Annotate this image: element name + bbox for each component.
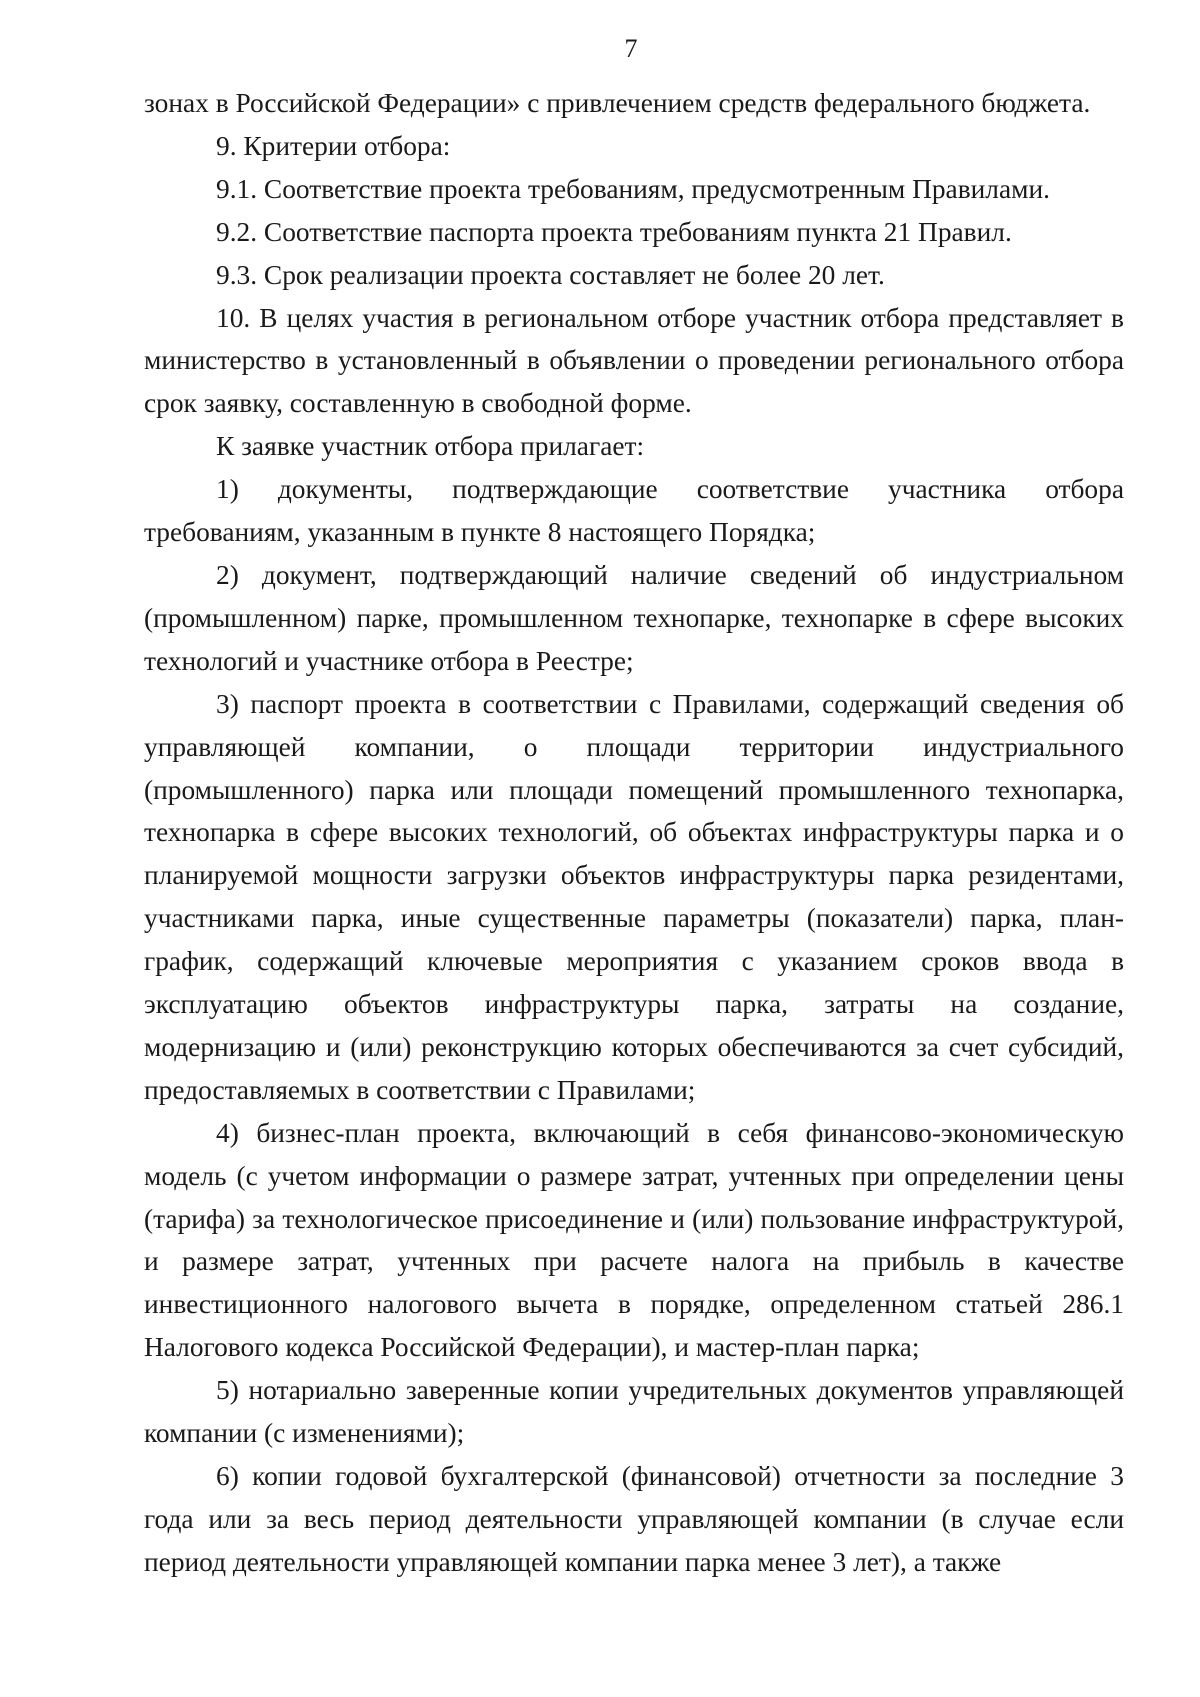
paragraph-criterion-9-2: 9.2. Соответствие паспорта проекта требованиям пункта 21 Правил.: [216, 216, 1012, 247]
paragraph-attachment-6: 6) копии годовой бухгалтерской (финансовой) отчетности за последние 3 года или за весь период деятельности управляющей компании (в случае если период деятельности управляющей компании парка менее 3 лет), а также: [144, 1461, 1124, 1577]
paragraph-continuation: зонах в Российской Федерации» с привлечением средств федерального бюджета.: [144, 88, 1091, 118]
paragraph-attachment-3: 3) паспорт проекта в соответствии с Правилами, содержащий сведения об управляющей компании, о площади территории индустриального (промышленного) парка или площади помещений промышленного технопарка, технопарка в сфере высоких технологий, об объектах инфраструктуры парка и о планируемой мощности загрузки объектов инфраструктуры парка резидентами, участниками парка, иные существенные параметры (показатели) парка, план-график, содержащий ключевые мероприятия с указанием сроков ввода в эксплуатацию объектов инфраструктуры парка, затраты на создание, модернизацию и (или) реконструкцию которых обеспечиваются за счет субсидий, предоставляемых в соответствии с Правилами;: [144, 688, 1124, 1105]
page-number: 7: [624, 34, 638, 63]
paragraph-criterion-9-3: 9.3. Срок реализации проекта составляет не более 20 лет.: [216, 259, 885, 290]
paragraph-item-10: 10. В целях участия в региональном отборе участник отбора представляет в министерство в установленный в объявлении о проведении регионального отбора срок заявку, составленную в свободной форме.: [144, 302, 1124, 419]
paragraph-criteria-heading: 9. Критерии отбора:: [216, 130, 451, 161]
paragraph-attachments-heading: К заявке участник отбора прилагает:: [216, 431, 645, 462]
document-body: [144, 82, 1124, 1584]
paragraph-attachment-4: 4) бизнес-план проекта, включающий в себя финансово-экономическую модель (с учетом информации о размере затрат, учтенных при определении цены (тарифа) за технологическое присоединение и (или) пользование инфраструктурой, и размере затрат, учтенных при расчете налога на прибыль в качестве инвестиционного налогового вычета в порядке, определенном статьей 286.1 Налогового кодекса Российской Федерации), и мастер-план парка;: [144, 1117, 1124, 1363]
paragraph-criterion-9-1: 9.1. Соответствие проекта требованиям, предусмотренным Правилами.: [216, 173, 1050, 204]
paragraph-attachment-2: 2) документ, подтверждающий наличие сведений об индустриальном (промышленном) парке, промышленном технопарке, технопарке в сфере высоких технологий и участнике отбора в Реестре;: [144, 559, 1124, 676]
paragraph-attachment-1: 1) документы, подтверждающие соответствие участника отбора требованиям, указанным в пункте 8 настоящего Порядка;: [144, 474, 1124, 548]
paragraph-attachment-5: 5) нотариально заверенные копии учредительных документов управляющей компании (с изменениями);: [144, 1375, 1124, 1449]
